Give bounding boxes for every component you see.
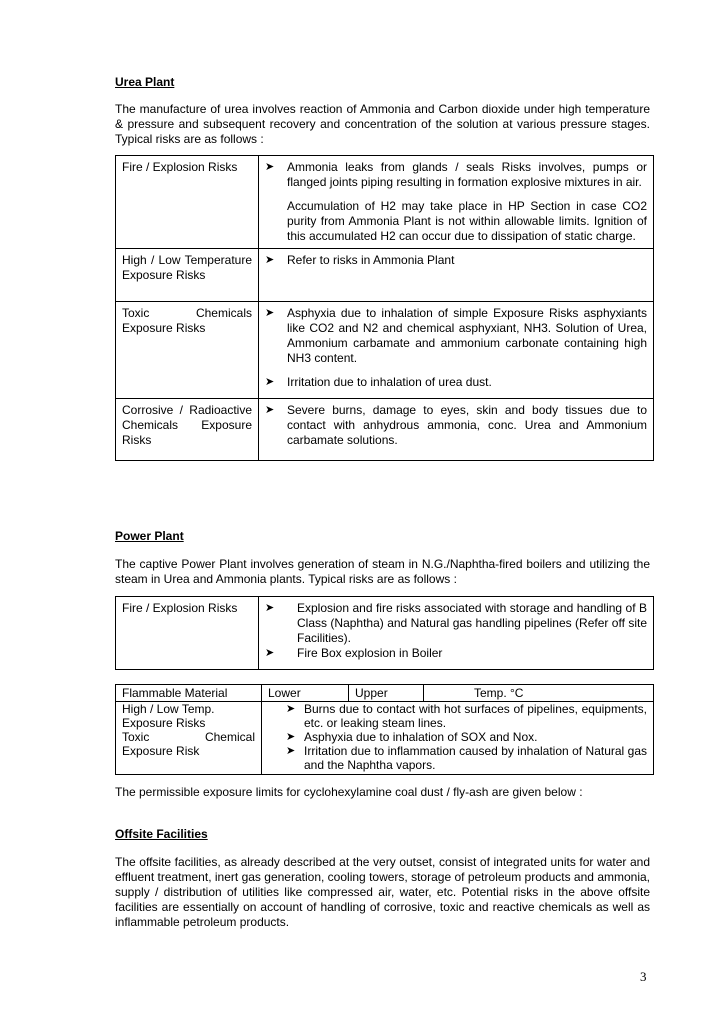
risk-description bbox=[259, 399, 654, 461]
offsite-facilities-heading: Offsite Facilities bbox=[115, 827, 208, 841]
risk-text: Fire Box explosion in Boiler bbox=[297, 646, 443, 660]
risk-text: Ammonia leaks from glands / seals Risks involves, pumps or flanged joints piping resulting in formation explosive mixtures in air. bbox=[287, 160, 647, 189]
table-row bbox=[116, 156, 654, 249]
arrow-bullet-icon: ➤ bbox=[286, 731, 296, 743]
column-header: Lower bbox=[262, 685, 349, 701]
risk-category: High / Low Temperature Exposure Risks bbox=[116, 249, 259, 302]
table-row bbox=[116, 399, 654, 461]
risk-text: Severe burns, damage to eyes, skin and body tissues due to contact with anhydrous ammonia, conc. Urea and Ammonium carbamate solutions. bbox=[287, 403, 647, 447]
arrow-bullet-icon: ➤ bbox=[265, 404, 275, 416]
risk-text: Refer to risks in Ammonia Plant bbox=[287, 253, 455, 267]
arrow-bullet-icon: ➤ bbox=[265, 254, 275, 266]
offsite-paragraph: The offsite facilities, as already described at the very outset, consist of integrated units for water and effluent treatment, inert gas generation, cooling towers, storage of petroleum products and ammonia, supply / distribution of utilities like compressed air, water, etc. Potential risks in the above offsite facilities are essentially on account of handling of corrosive, toxic and reactive chemicals as well as inflammable petroleum products. bbox=[115, 855, 650, 929]
risk-text: Irritation due to inhalation of urea dust. bbox=[287, 375, 492, 389]
risk-description bbox=[259, 597, 654, 670]
power-fire-table bbox=[115, 596, 654, 670]
risk-category: Corrosive / Radioactive Chemicals Exposure Risks bbox=[116, 399, 259, 461]
column-header: Temp. °C bbox=[474, 686, 524, 700]
risk-text: Irritation due to inflammation caused by inhalation of Natural gas and the Naphtha vapors. bbox=[304, 744, 647, 772]
risk-text: Burns due to contact with hot surfaces of pipelines, equipments, etc. or leaking steam lines. bbox=[304, 702, 647, 730]
column-header: Flammable Material bbox=[116, 685, 262, 702]
risk-category: Toxic Chemical Exposure Risk bbox=[116, 730, 262, 775]
power-intro-paragraph: The captive Power Plant involves generation of steam in N.G./Naphtha-fired boilers and utilizing the steam in Urea and Ammonia plants. Typical risks are as follows : bbox=[115, 557, 650, 586]
arrow-bullet-icon: ➤ bbox=[265, 376, 275, 388]
arrow-bullet-icon: ➤ bbox=[286, 703, 296, 715]
arrow-bullet-icon: ➤ bbox=[265, 602, 275, 614]
risk-description bbox=[259, 302, 654, 399]
risk-category: High / Low Temp. Exposure Risks bbox=[116, 702, 262, 731]
risk-text: Asphyxia due to inhalation of simple Exposure Risks asphyxiants like CO2 and N2 and chemical asphyxiant, NH3. Solution of Urea, Ammonium carbamate and ammonium carbonate containing high NH3 content. bbox=[287, 306, 647, 365]
table-row bbox=[116, 249, 654, 302]
power-plant-heading: Power Plant bbox=[115, 529, 184, 543]
risk-text: Accumulation of H2 may take place in HP Section in case CO2 purity from Ammonia Plant is not within allowable limits. Ignition of this accumulated H2 can occur due to dissipation of static charge. bbox=[287, 199, 647, 243]
risk-description bbox=[262, 702, 654, 731]
risk-description bbox=[259, 249, 654, 302]
flammable-material-table bbox=[115, 684, 654, 775]
table-row bbox=[116, 730, 654, 775]
risk-description bbox=[262, 730, 654, 775]
risk-text: Asphyxia due to inhalation of SOX and Nox. bbox=[304, 730, 538, 744]
table-row bbox=[116, 302, 654, 399]
table-row bbox=[116, 597, 654, 670]
page-number: 3 bbox=[640, 969, 647, 984]
arrow-bullet-icon: ➤ bbox=[286, 745, 296, 757]
table-row bbox=[116, 685, 654, 702]
column-header: Upper bbox=[349, 685, 424, 701]
risk-description bbox=[259, 156, 654, 249]
urea-risk-table bbox=[115, 155, 654, 461]
arrow-bullet-icon: ➤ bbox=[265, 647, 275, 659]
risk-category: Fire / Explosion Risks bbox=[116, 156, 259, 249]
arrow-bullet-icon: ➤ bbox=[265, 161, 275, 173]
urea-plant-heading: Urea Plant bbox=[115, 75, 175, 89]
risk-category: Fire / Explosion Risks bbox=[116, 597, 259, 670]
table-row bbox=[116, 702, 654, 731]
urea-intro-paragraph: The manufacture of urea involves reaction of Ammonia and Carbon dioxide under high temperature & pressure and subsequent recovery and concentration of the solution at various pressure stages. Typical risks are as follows : bbox=[115, 102, 650, 146]
arrow-bullet-icon: ➤ bbox=[265, 307, 275, 319]
risk-text: Explosion and fire risks associated with storage and handling of B Class (Naphtha) and Natural gas handling pipelines (Refer off site Facilities). bbox=[297, 601, 647, 645]
exposure-limits-text: The permissible exposure limits for cyclohexylamine coal dust / fly-ash are given below : bbox=[115, 785, 583, 799]
risk-category: Toxic Chemicals Exposure Risks bbox=[116, 302, 259, 399]
